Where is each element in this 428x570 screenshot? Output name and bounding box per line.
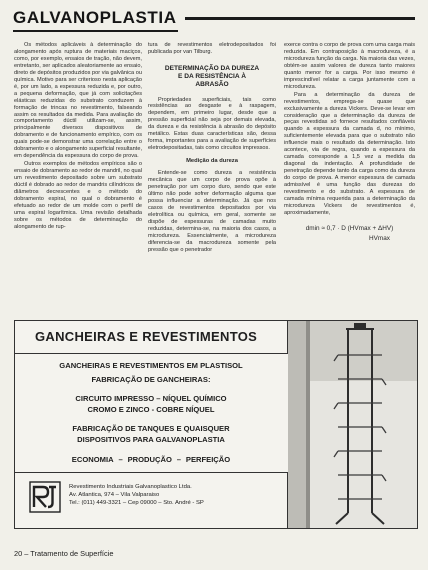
- paragraph: Outros exemplos de métodos empíricos são o ensaio de dobramento ao redor de mandril, no qual um revestimento depositado sobre um substrato dúctil é dobrado ao redor de mandris cilíndricos de diâmetros decrescentes e o método do dobramento espiral, no qual o dobramento é efetuado ao redor de um molde com o perfil de uma espiral logarítmica. Uma revisão detalhada sobre os métodos de determinação do alongamento de rup-: [14, 161, 142, 230]
- paragraph: tura de revestimentos eletrodepositados foi publicada por van Tilburg.: [148, 42, 276, 55]
- paragraph: Propriedades superficiais, tais como resistências ao desgaste e à raspagem, dependem, em primeiro lugar, desde que a pressão superficial não seja por demais elevada, da dureza e da resistência à abrasão do depósito metálico. Estas duas características são, dessa forma, importantes para a avaliação de superfícies eletrodepositadas, tais como circuitos impressos.: [148, 96, 276, 152]
- ad-line: FABRICAÇÃO DE TANQUES E QUAISQUER: [72, 424, 230, 433]
- text-column-1: [14, 42, 142, 232]
- paragraph: Os métodos aplicáveis à determinação do alongamento após ruptura de materiais maciços, como, por exemplo, ensaios de tração, não devem, entretanto, ser aplicados aleatoriamente ao ensaio, direto de depósitos produzidos por via galvânica ou química. Motivo para ser criterioso nesta aplicação é, por um lado, a espessura reduzida e, por outro, a pequena deformação, que já com solicitações elásticas reduzidas do substrato conduzem à formação de trincas no revestimento, falseando assim os resultados da medida. Para avaliação do comportamento dúctil utilizam-se, assim, principalmente diversos dispositivos de dobramento e de funcionamento empírico, com os quais pode-se demonstrar uma correlação entre o dobramento e o alongamento superficial resultante, em dependência da espessura do corpo de prova.: [14, 42, 142, 160]
- page-header: [13, 8, 415, 34]
- section-title: [148, 65, 276, 90]
- page-footer: 20 – Tratamento de Superfície: [14, 549, 114, 558]
- slogan-word: PERFEIÇÃO: [185, 455, 231, 464]
- ad-headline-box: [15, 321, 288, 354]
- ad-line: CROMO E ZINCO - COBRE NÍQUEL: [87, 405, 215, 414]
- section-title-line: ABRASÃO: [195, 81, 229, 89]
- text-column-2: [148, 42, 276, 255]
- company-name: Revestimento Industriais Galvanoplastico Ltda.: [69, 484, 192, 490]
- ad-line: GANCHEIRAS E REVESTIMENTOS EM PLASTISOL: [59, 361, 243, 370]
- text-column-3: [284, 42, 415, 243]
- page-title: GALVANOPLASTIA: [13, 8, 177, 27]
- section-title-line: DETERMINAÇÃO DA DUREZA: [164, 64, 260, 72]
- company-info: [69, 483, 204, 507]
- ad-line: FABRICAÇÃO DE GANCHEIRAS:: [91, 375, 211, 384]
- formula-denominator: HVmax: [369, 234, 390, 242]
- slogan-word: PRODUÇÃO: [127, 455, 172, 464]
- ad-line: CIRCUITO IMPRESSO – NÍQUEL QUÍMICO: [75, 394, 227, 403]
- ad-slogan: ECONOMIA–PRODUÇÃO–PERFEIÇÃO: [71, 455, 231, 464]
- ad-line: DISPOSITIVOS PARA GALVANOPLASTIA: [77, 435, 225, 444]
- advertisement: [14, 320, 418, 529]
- formula-numerator: dmin ≈ 0,7 · D (HVmax + ΔHV): [305, 224, 394, 232]
- title-underline: [13, 30, 178, 32]
- subsection-title: Medição da dureza: [186, 158, 238, 165]
- header-rule: [185, 17, 415, 20]
- company-logo-icon: [29, 481, 61, 513]
- hardness-formula: [284, 225, 415, 243]
- paragraph: Para a determinação da dureza de revestimentos, emprega-se quase que exclusivamente a dureza Vickers. Deve-se levar em consideração que a determinação da dureza de peças revestidas só fornece resultados confiáveis quando a espessura da camada d, no mínimo, suficientemente elevada para que o substrato não influencie mais o resultado da determinação. Isto acontece, via de regra, quando a espessura da camada corresponde a 1,5 vez a medida da diagonal da indentação. A profundidade de penetração depende tanto da carga como da dureza do corpo de prova. A menor espessura de camada admissível é uma função das durezas do revestimento e do substrato. A espessura de camada mínima requerida para a determinação da microdureza Vickers de revestimentos é, aproximadamente,: [284, 91, 415, 216]
- company-phone: Tel.: (011) 449-3321 – Cep 09000 – Sto. André - SP: [69, 500, 204, 506]
- ad-company-box: [15, 472, 288, 529]
- section-title-line: E DA RESISTÊNCIA À: [177, 73, 247, 81]
- paragraph: exerce contra o corpo de prova com uma carga mais reduzida. Em contraposição à macrodureza, é a microdureza função da carga. Na maioria das vezes, obtém-se assim valores de dureza tanto maiores quanto menor for a carga. Por isso mesmo é imprescindível relatar a carga juntamente com a microdureza.: [284, 42, 415, 90]
- company-address: Av. Atlantica, 974 – Vila Valparaiso: [69, 492, 160, 498]
- rack-photo: [288, 321, 417, 528]
- paragraph: Entende-se como dureza a resistência mecânica que um corpo de prova opõe à penetração por um corpo duro, sendo que este último não pode sofrer deformação alguma que possa influenciar a determinação. Já que nos casos de revestimentos depositados por via eletrolítica ou química, em geral, somente se dispõe de espessuras de camadas muito reduzidas, determina-se, na maioria dos casos, a microdureza. Essencialmente, a microdureza diferencia-se da macrodureza somente pela pressão que o penetrador: [148, 170, 276, 253]
- ad-headline: GANCHEIRAS E REVESTIMENTOS: [35, 329, 258, 344]
- slogan-word: ECONOMIA: [71, 455, 114, 464]
